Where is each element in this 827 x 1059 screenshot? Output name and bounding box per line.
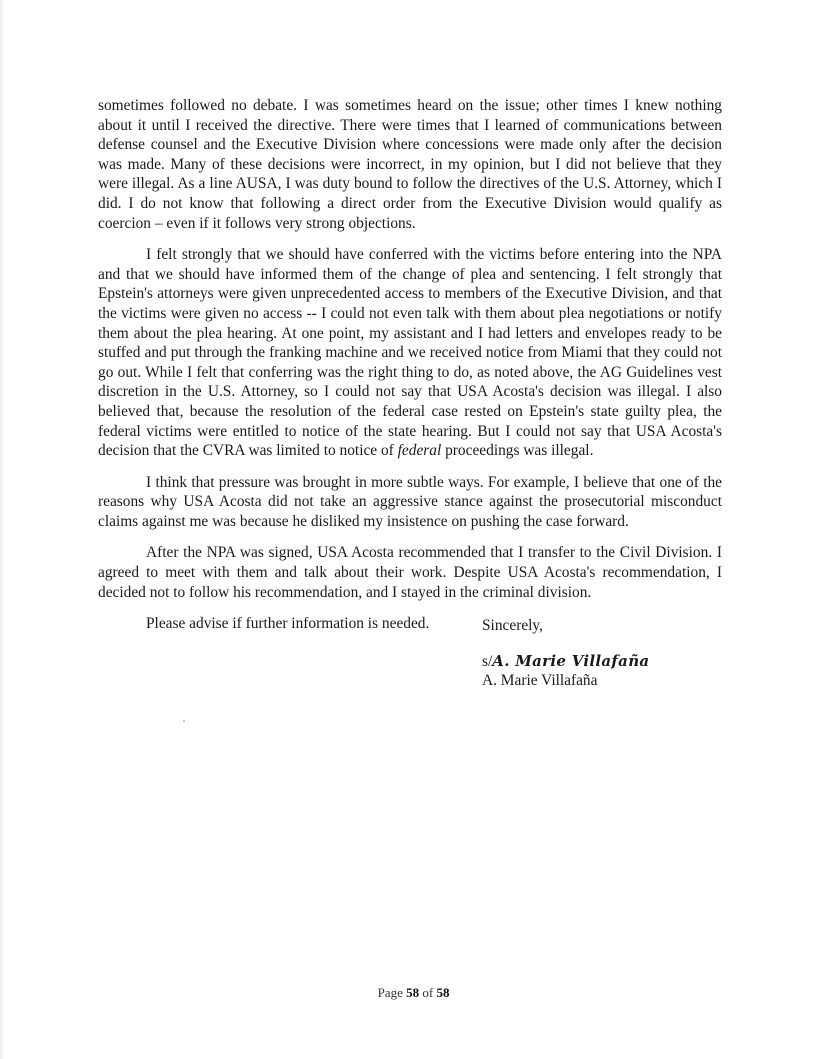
signer-name: A. Marie Villafaña (482, 672, 598, 690)
footer-page-total: 58 (436, 985, 450, 1000)
footer-page-word: Page (377, 985, 403, 1000)
signature-block (482, 616, 649, 691)
paragraph-pressure: I think that pressure was brought in more subtle ways. For example, I believe that one of the reasons why USA Acosta did not take an aggressive stance against the prosecutorial misconduct claims against me was because he disliked my insistence on pushing the case forward. (98, 473, 722, 530)
salutation: Sincerely, (482, 617, 543, 634)
paragraph-continuation: sometimes followed no debate. I was sometimes heard on the issue; other times I knew nothing about it until I received the directive. There were times that I learned of communications between defense counsel and the Executive Division where concessions were made only after the decision was made. Many of these decisions were incorrect, in my opinion, but I did not believe that they were illegal. As a line AUSA, I was duty bound to follow the directives of the U.S. Attorney, which I did. I do not know that following a direct order from the Executive Division would qualify as coercion – even if it follows very strong objections. (98, 97, 722, 232)
page-footer (0, 985, 827, 1001)
footer-of-word: of (422, 985, 434, 1000)
signature-script: A. Marie Villafaña (492, 651, 650, 670)
emphasis-federal: federal (397, 442, 442, 460)
paragraph-transfer: After the NPA was signed, USA Acosta recommended that I transfer to the Civil Division. I agreed to meet with them and talk about their work. Despite USA Acosta's recommendation, I decided not to follow his recommendation, and I stayed in the criminal division. (98, 544, 722, 601)
scan-speck (183, 720, 185, 722)
signature-prefix: s/ (482, 652, 493, 670)
scan-edge-shadow (0, 0, 4, 1059)
paragraph-closing-request: Please advise if further information is needed. (146, 615, 430, 633)
letter-body (98, 96, 722, 646)
paragraph-victims-text-end: proceedings was illegal. (441, 442, 594, 460)
footer-page-number: 58 (406, 985, 420, 1000)
electronic-signature (482, 652, 649, 672)
paragraph-victims-text: I felt strongly that we should have conferred with the victims before entering into the NPA and that we should have informed them of the change of plea and sentencing. I felt strongly that Epstein's attorneys were given unprecedented access to members of the Executive Division, and that the victims were given no access -- I could not even talk with them about plea negotiations or notify them about the plea hearing. At one point, my assistant and I had letters and envelopes ready to be stuffed and put through the franking machine and we received notice from Miami that they could not go out. While I felt that conferring was the right thing to do, as noted above, the AG Guidelines vest discretion in the U.S. Attorney, so I could not say that USA Acosta's decision was illegal. I also believed that, because the resolution of the federal case rested on Epstein's state guilty plea, the federal victims were entitled to notice of the state hearing. But I could not say that USA Acosta's decision that the CVRA was limited to notice of (98, 246, 722, 460)
paragraph-victims-conferral (98, 245, 722, 461)
